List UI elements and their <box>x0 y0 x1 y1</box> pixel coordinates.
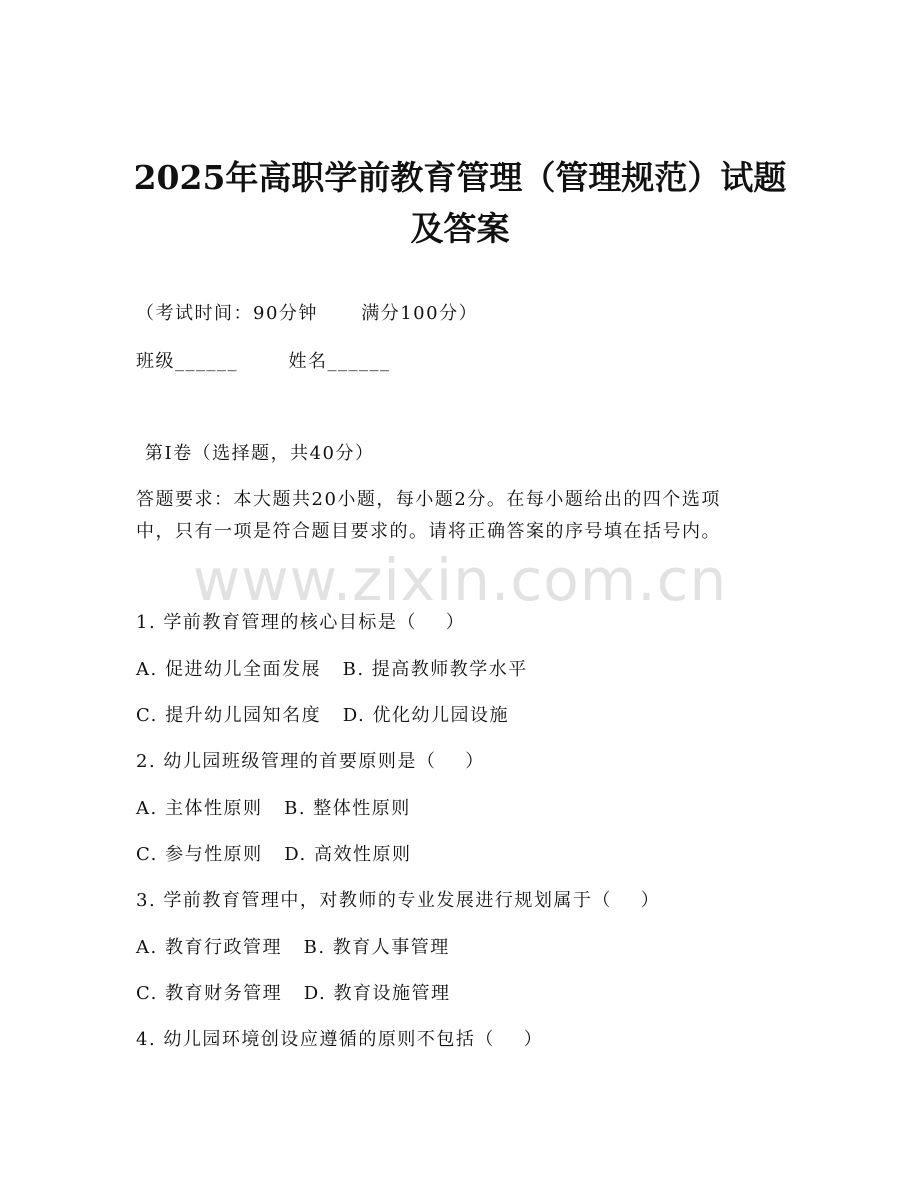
question-options-cd: C. 参与性原则 D. 高效性原则 <box>136 844 412 865</box>
document-title-line-1: 2025年高职学前教育管理（管理规范）试题 <box>133 158 787 197</box>
question-options-ab: A. 主体性原则 B. 整体性原则 <box>136 798 411 819</box>
instructions-line-2: 中，只有一项是符合题目要求的。请将正确答案的序号填在括号内。 <box>136 521 721 542</box>
instructions-line-1: 答题要求：本大题共20小题，每小题2分。在每小题给出的四个选项 <box>136 489 721 510</box>
watermark-text: www.zixin.com.cn <box>192 546 728 614</box>
question-stem: 2. 幼儿园班级管理的首要原则是（ ） <box>136 751 485 772</box>
exam-info: （考试时间：90分钟 满分100分） <box>136 303 479 324</box>
document-title-line-2: 及答案 <box>410 209 510 248</box>
question-options-ab: A. 促进幼儿全面发展 B. 提高教师教学水平 <box>136 659 528 680</box>
question-stem: 1. 学前教育管理的核心目标是（ ） <box>136 612 466 633</box>
question-stem: 4. 幼儿园环境创设应遵循的原则不包括（ ） <box>136 1029 544 1050</box>
question-options-cd: C. 提升幼儿园知名度 D. 优化幼儿园设施 <box>136 705 509 726</box>
question-options-cd: C. 教育财务管理 D. 教育设施管理 <box>136 983 451 1004</box>
section-title: 第I卷（选择题，共40分） <box>145 443 375 464</box>
class-name-line: 班级______ 姓名______ <box>136 351 391 372</box>
question-stem: 3. 学前教育管理中，对教师的专业发展进行规划属于（ ） <box>136 890 661 911</box>
question-options-ab: A. 教育行政管理 B. 教育人事管理 <box>136 937 450 958</box>
